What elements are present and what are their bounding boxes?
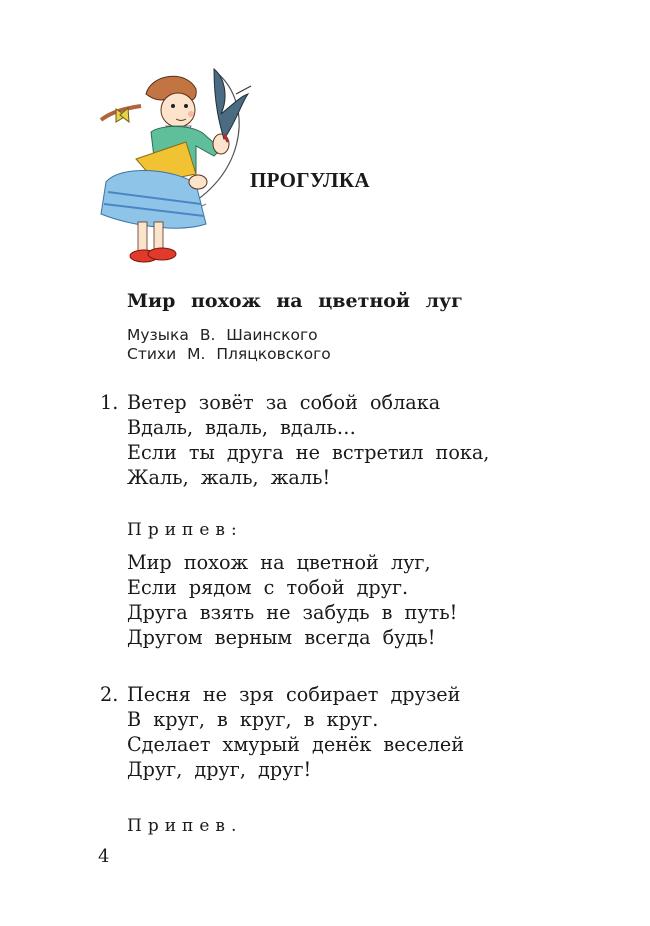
verse-1 (100, 390, 489, 490)
verse-line: Жаль, жаль, жаль! (127, 466, 331, 489)
chorus (127, 550, 457, 650)
verse-number: 1. (100, 391, 119, 414)
song-title: Мир похож на цветной луг (127, 290, 463, 312)
chorus-repeat-label: Припев. (127, 816, 243, 836)
chorus-line: Друга взять не забудь в путь! (127, 601, 458, 624)
chorus-line: Другом верным всегда будь! (127, 626, 436, 649)
verse-2 (100, 682, 464, 782)
chorus-line: Мир похож на цветной луг, (127, 551, 431, 574)
verse-line: Песня не зря собирает друзей (127, 683, 461, 706)
verse-number: 2. (100, 683, 119, 706)
lyrics-credit: Стихи М. Пляцковского (127, 345, 331, 363)
verse-line: Вдаль, вдаль, вдаль… (127, 416, 356, 439)
chorus-label: Припев: (127, 520, 243, 540)
song-credits (127, 326, 331, 364)
page-number: 4 (98, 846, 110, 867)
verse-line: В круг, в круг, в круг. (127, 708, 379, 731)
verse-line: Сделает хмурый денёк веселей (127, 733, 465, 756)
section-title: ПРОГУЛКА (250, 168, 370, 192)
girl-with-swallow-illustration (96, 64, 256, 266)
verse-line: Друг, друг, друг! (127, 758, 312, 781)
verse-line: Если ты друга не встретил пока, (127, 441, 490, 464)
chorus-line: Если рядом с тобой друг. (127, 576, 409, 599)
music-credit: Музыка В. Шаинского (127, 326, 318, 344)
verse-line: Ветер зовёт за собой облака (127, 391, 441, 414)
